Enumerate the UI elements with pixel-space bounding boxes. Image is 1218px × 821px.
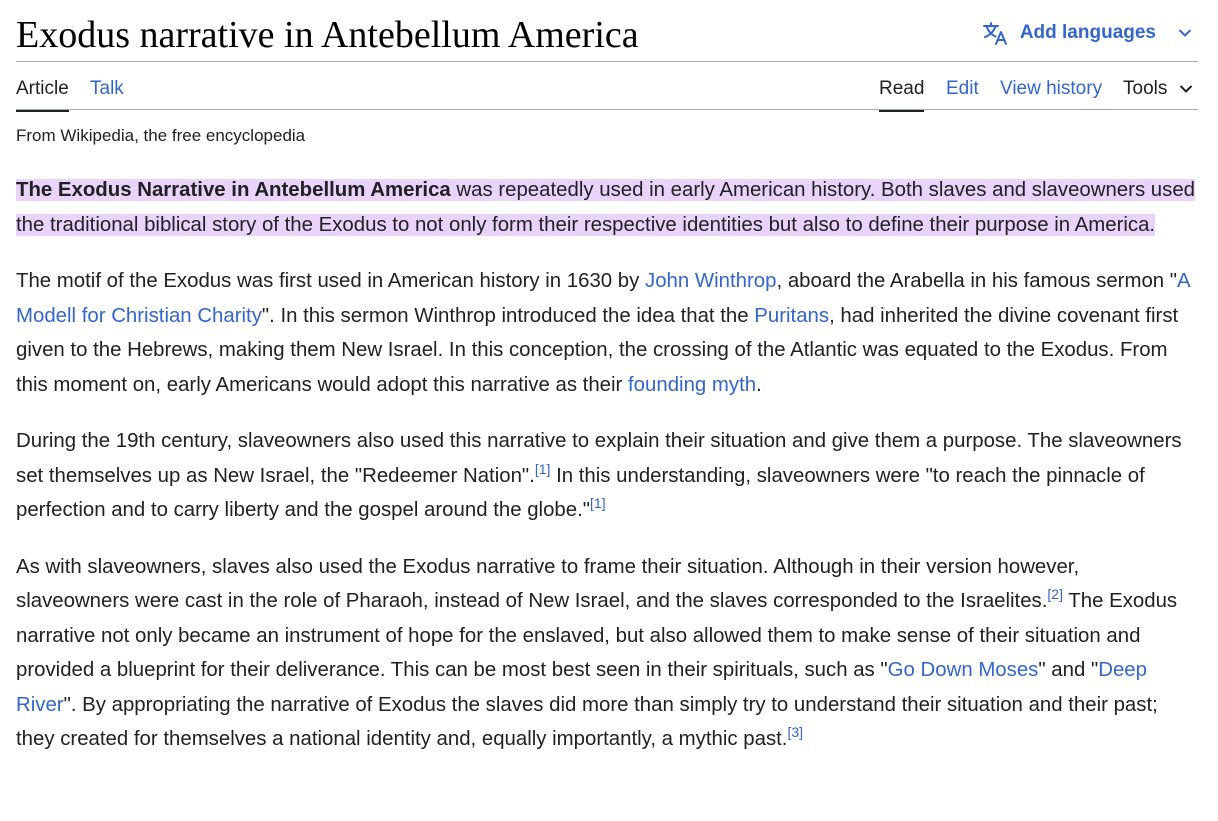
tools-label: Tools (1123, 78, 1168, 99)
chevron-down-icon (1178, 28, 1192, 38)
title-divider (16, 61, 1198, 62)
link-founding-myth[interactable]: founding myth (628, 373, 757, 396)
highlighted-text: The Exodus Narrative in Antebellum America was repeatedly used in early American history. Both slaves and slaveowners used the traditional biblical story of the Exodus to not only form their respective identities but also to define their purpose in America. (16, 179, 1196, 236)
site-tagline: From Wikipedia, the free encyclopedia (16, 126, 306, 145)
reference-link[interactable]: [1] (534, 460, 551, 477)
tab-article[interactable]: Article (16, 78, 69, 99)
title-bar (16, 12, 1198, 62)
paragraph-4: As with slaveowners, slaves also used the Exodus narrative to frame their situation. Although in their version however, slaveowners were cast in the role of Pharaoh, instead of New Israel, and the slaves corresponded to the Israelites.[2] The Exodus narrative not only became an instrument of hope for the enslaved, but also allowed them to make sense of their situation and provided a blueprint for their deliverance. This can be most best seen in their spirituals, such as "Go Down Moses" and "Deep River". By appropriating the narrative of Exodus the slaves did more than simply try to understand their situation and their past; they created for themselves a national identity and, equally importantly, a mythic past.[3] (16, 555, 1178, 750)
link-puritans[interactable]: Puritans (754, 304, 830, 327)
reference-link[interactable]: [1] (590, 495, 606, 512)
translate-icon (982, 20, 1010, 46)
link-go-down-moses[interactable]: Go Down Moses (887, 659, 1039, 681)
bold-subject: The Exodus Narrative in Antebellum America (16, 179, 451, 201)
reference-link[interactable]: [2] (1047, 586, 1063, 603)
tab-read[interactable]: Read (879, 78, 925, 99)
paragraph-lead (16, 173, 1198, 242)
paragraph-2: The motif of the Exodus was first used in American history in 1630 by John Winthrop, aboard the Arabella in his famous sermon "A Modell for Christian Charity". In this sermon Winthrop introduced the idea that the Puritans, had inherited the divine covenant first given to the Hebrews, making them New Israel. In this conception, the crossing of the Atlantic was equated to the Exodus. From this moment on, early Americans would adopt this narrative as their founding myth. (16, 270, 1190, 396)
paragraph-3: During the 19th century, slaveowners also used this narrative to explain their situation and give them a purpose. The slaveowners set themselves up as New Israel, the "Redeemer Nation".[1] In this understanding, slaveowners were "to reach the pinnacle of perfection and to carry liberty and the gospel around the globe."[1] (16, 430, 1182, 521)
page-title: Exodus narrative in Antebellum America (16, 14, 639, 56)
add-languages-button[interactable] (982, 20, 1192, 46)
tab-edit[interactable]: Edit (946, 78, 979, 99)
chevron-down-icon (1179, 77, 1193, 101)
tab-talk[interactable]: Talk (90, 78, 124, 99)
article-body (16, 173, 1198, 779)
link-john-winthrop[interactable]: John Winthrop (645, 270, 777, 292)
link-deep-river[interactable]: Deep River (16, 659, 1147, 716)
page-tabs (16, 72, 1198, 110)
add-languages-label: Add languages (1019, 22, 1156, 43)
tabs-divider (16, 109, 1198, 110)
tab-tools[interactable] (1123, 77, 1193, 101)
tab-view-history[interactable]: View history (1000, 78, 1103, 99)
reference-link[interactable]: [3] (787, 724, 804, 741)
link-a-modell-for-christian-charity[interactable]: A Modell for Christian Charity (16, 270, 1190, 327)
